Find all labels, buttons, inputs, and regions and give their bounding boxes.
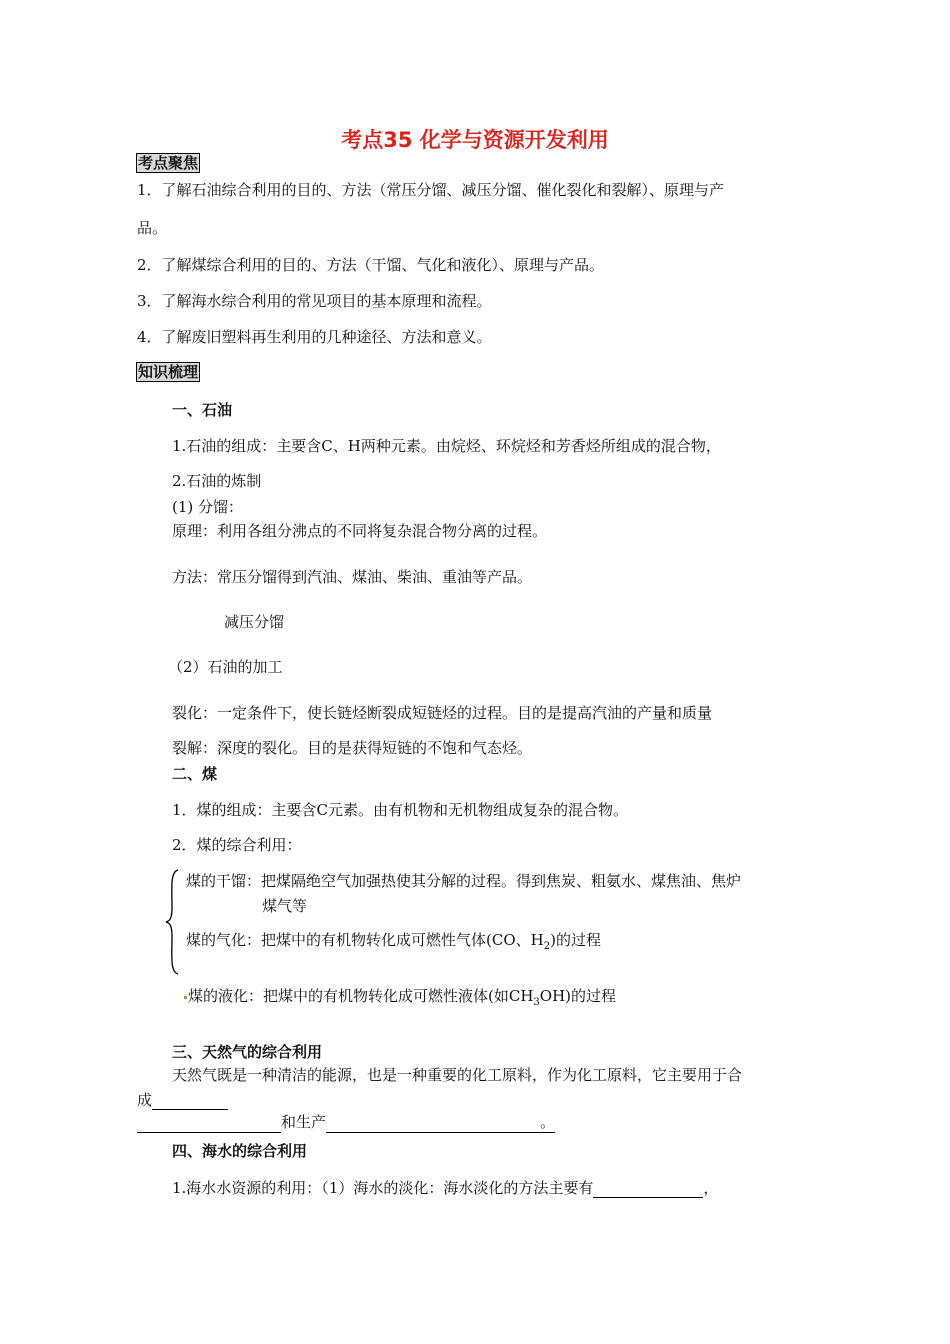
- blank-desalination[interactable]: [593, 1181, 703, 1198]
- knowledge-heading: 知识梳理: [138, 363, 199, 381]
- sea-line1: [172, 1178, 718, 1198]
- oil-refining: 2.石油的炼制: [172, 472, 262, 490]
- page-title: 考点35 化学与资源开发利用: [341, 128, 609, 152]
- sea-line1-text: 1.海水水资源的利用：（1）海水的淡化：海水淡化的方法主要有: [172, 1179, 594, 1197]
- blank-synthesis-2[interactable]: [137, 1116, 281, 1133]
- oil-fractionation: (1) 分馏：: [172, 498, 244, 516]
- focus-heading: 考点聚焦: [138, 154, 199, 172]
- coal-distillation-line1: 煤的干馏：把煤隔绝空气加强热使其分解的过程。得到焦炭、粗氨水、煤焦油、焦炉: [186, 872, 742, 890]
- h2-subscript: 2: [543, 941, 551, 952]
- blank-synthesis-1[interactable]: [152, 1093, 228, 1110]
- oil-vacuum-distillation: 减压分馏: [224, 613, 285, 631]
- ch3-subscript: 3: [533, 997, 540, 1008]
- oil-principle: 原理：利用各组分沸点的不同将复杂混合物分离的过程。: [172, 522, 548, 540]
- sea-heading: 四、海水的综合利用: [172, 1142, 308, 1160]
- sea-line1-end: ，: [703, 1179, 719, 1197]
- coal-liquefaction-end: OH)的过程: [539, 987, 617, 1005]
- oil-processing: （2）石油的加工: [168, 658, 283, 676]
- coal-utilization: 2．煤的综合利用：: [172, 836, 302, 854]
- focus-item-2: 2．了解煤综合利用的目的、方法（干馏、气化和液化）、原理与产品。: [137, 256, 605, 274]
- coal-distillation-line2: 煤气等: [262, 897, 308, 915]
- focus-item-4: 4．了解废旧塑料再生利用的几种途径、方法和意义。: [137, 328, 492, 346]
- coal-composition: 1．煤的组成：主要含C元素。由有机物和无机物组成复杂的混合物。: [172, 801, 629, 819]
- blank-production[interactable]: [326, 1116, 540, 1133]
- left-brace: [164, 868, 184, 976]
- coal-liquefaction: [188, 986, 616, 1013]
- gas-line3: [137, 1112, 555, 1133]
- oil-method: 方法：常压分馏得到汽油、煤油、柴油、重油等产品。: [172, 568, 533, 586]
- stray-dot: [184, 996, 187, 999]
- focus-item-1-line2: 品。: [137, 219, 168, 237]
- gas-heading: 三、天然气的综合利用: [172, 1043, 323, 1061]
- coal-liquefaction-text: 煤的液化：把煤中的有机物转化成可燃性液体(如CH: [188, 987, 534, 1005]
- coal-gasification-text: 煤的气化：把煤中的有机物转化成可燃性气体(CO、H: [186, 931, 544, 949]
- focus-item-3: 3．了解海水综合利用的常见项目的基本原理和流程。: [137, 292, 492, 310]
- gas-line3-end: 。: [540, 1113, 556, 1131]
- oil-heading: 一、石油: [172, 401, 233, 419]
- gas-line2: [137, 1090, 228, 1110]
- focus-item-1-line1: 1．了解石油综合利用的目的、方法（常压分馏、减压分馏、催化裂化和裂解）、原理与产: [137, 181, 725, 199]
- oil-cracking: 裂化：一定条件下，使长链烃断裂成短链烃的过程。目的是提高汽油的产量和质量: [172, 704, 713, 722]
- gas-line1: 天然气既是一种清洁的能源，也是一种重要的化工原料，作为化工原料，它主要用于合: [172, 1066, 743, 1084]
- coal-heading: 二、煤: [172, 765, 218, 783]
- coal-gasification-end: )的过程: [550, 931, 601, 949]
- gas-line2-text: 成: [137, 1091, 153, 1109]
- oil-composition: 1.石油的组成：主要含C、H两种元素。由烷烃、环烷烃和芳香烃所组成的混合物，: [172, 437, 721, 455]
- coal-gasification: [186, 930, 601, 957]
- oil-pyrolysis: 裂解：深度的裂化。目的是获得短链的不饱和气态烃。: [172, 739, 533, 757]
- gas-line3-text: 和生产: [281, 1113, 327, 1131]
